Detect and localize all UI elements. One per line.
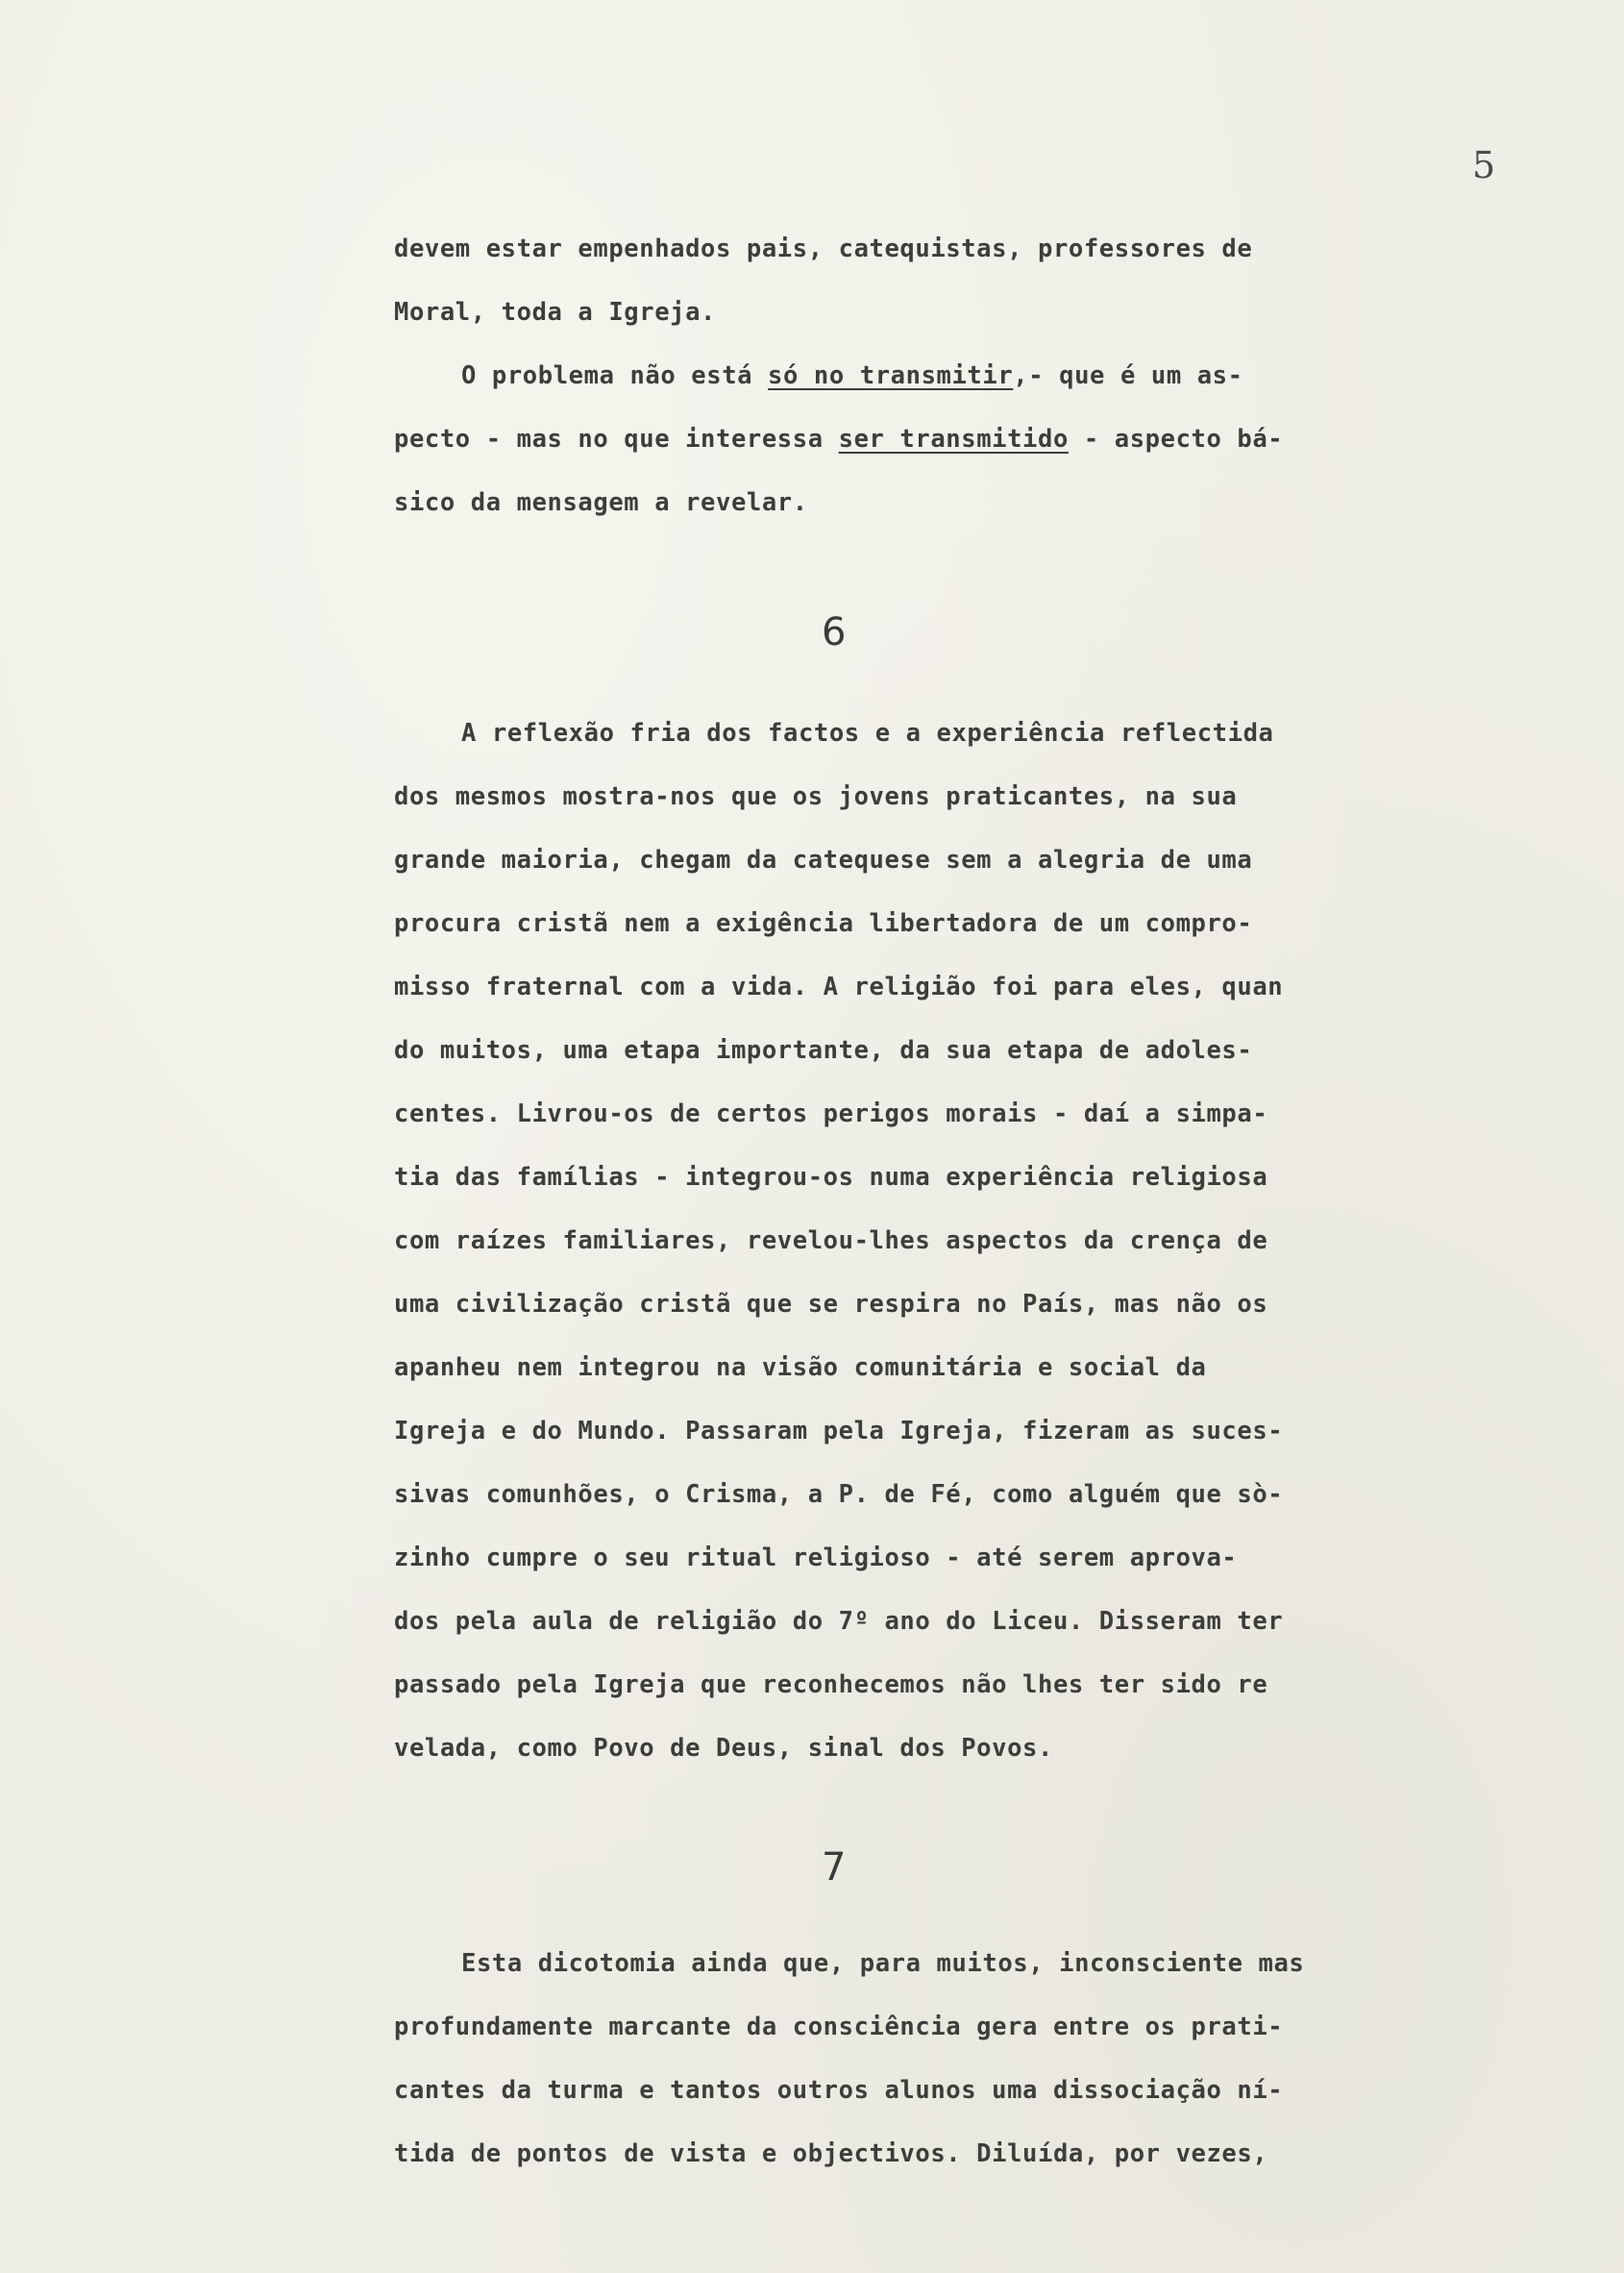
section-6-paragraph [394, 702, 1518, 1780]
text-line: devem estar empenhados pais, catequistas, professores de [394, 235, 1253, 263]
text-line: profundamente marcante da consciência gera entre os prati- [394, 2013, 1284, 2041]
section-7-paragraph [394, 1932, 1518, 2186]
text-line: cantes da turma e tantos outros alunos uma dissociação ní- [394, 2076, 1284, 2105]
text-line: velada, como Povo de Deus, sinal dos Povos. [394, 1734, 1053, 1763]
text-line: Moral, toda a Igreja. [394, 298, 716, 327]
text-line: misso fraternal com a vida. A religião foi para eles, quan [394, 973, 1284, 1001]
text-line: uma civilização cristã que se respira no País, mas não os [394, 1290, 1268, 1319]
intro-paragraph [394, 217, 1518, 534]
text-line: sico da mensagem a revelar. [394, 488, 808, 517]
text-line: procura cristã nem a exigência libertadora de um compro- [394, 909, 1253, 938]
text-line: dos mesmos mostra-nos que os jovens praticantes, na sua [394, 782, 1238, 811]
text-line: Igreja e do Mundo. Passaram pela Igreja, fizeram as suces- [394, 1417, 1284, 1445]
page-number: 5 [1472, 144, 1496, 186]
section-number: 6 [822, 610, 847, 655]
text-line: do muitos, uma etapa importante, da sua etapa de adoles- [394, 1036, 1253, 1065]
text-line: A reflexão fria dos factos e a experiência reflectida [461, 719, 1274, 748]
text-line: apanheu nem integrou na visão comunitária e social da [394, 1353, 1207, 1382]
text-line: O problema não está só no transmitir,- que é um as- [461, 361, 1243, 390]
underlined-phrase: só no transmitir [768, 361, 1014, 390]
text-line: tia das famílias - integrou-os numa experiência religiosa [394, 1163, 1268, 1192]
text-line: dos pela aula de religião do 7º ano do Liceu. Disseram ter [394, 1607, 1284, 1636]
text-line: Esta dicotomia ainda que, para muitos, inconsciente mas [461, 1949, 1305, 1978]
text-line: centes. Livrou-os de certos perigos morais - daí a simpa- [394, 1099, 1268, 1128]
text-line: passado pela Igreja que reconhecemos não lhes ter sido re [394, 1670, 1268, 1699]
section-number: 7 [822, 1845, 847, 1890]
text-line: grande maioria, chegam da catequese sem a alegria de uma [394, 846, 1253, 875]
text-line: sivas comunhões, o Crisma, a P. de Fé, como alguém que sò- [394, 1480, 1284, 1509]
text-line: zinho cumpre o seu ritual religioso - até serem aprova- [394, 1544, 1238, 1572]
text-line: com raízes familiares, revelou-lhes aspectos da crença de [394, 1226, 1268, 1255]
underlined-phrase: ser transmitido [838, 425, 1069, 454]
text-line: tida de pontos de vista e objectivos. Diluída, por vezes, [394, 2139, 1268, 2168]
text-line: pecto - mas no que interessa ser transmitido - aspecto bá- [394, 425, 1284, 454]
